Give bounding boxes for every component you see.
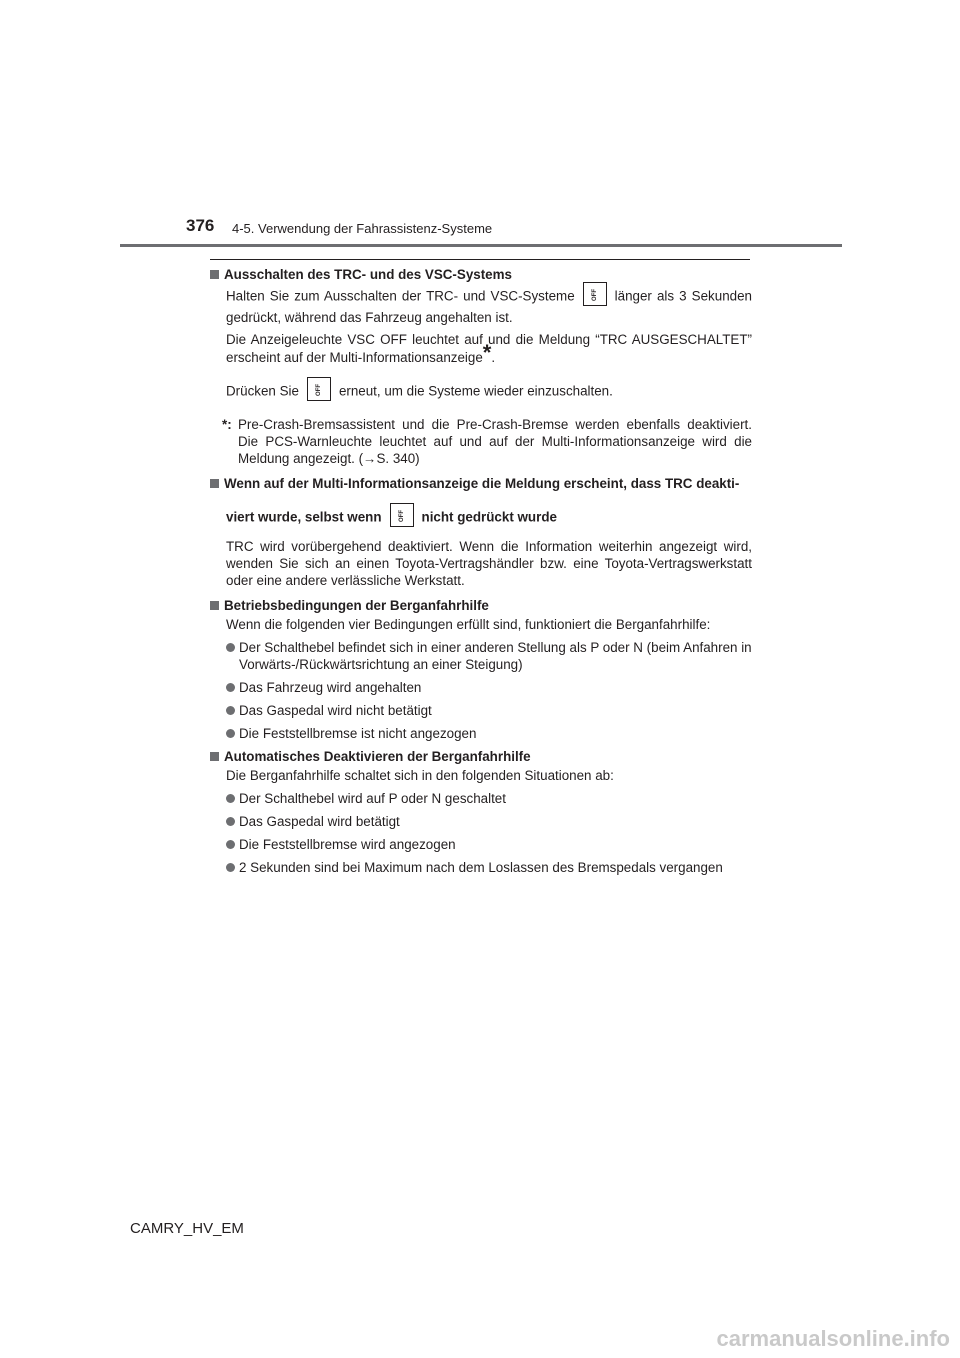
square-bullet-icon (210, 270, 219, 279)
section-heading-trc-vsc-off: Ausschalten des TRC- und des VSC-Systems (210, 266, 752, 283)
section-heading-hill-start-conditions: Betriebsbedingungen der Berganfahrhilfe (210, 597, 752, 614)
content-rule (210, 259, 750, 260)
bullet-dot-icon (226, 683, 235, 692)
header-rule (120, 244, 842, 247)
section-heading-hill-start-deactivation: Automatisches Deaktivieren der Berganfahrhilfe (210, 748, 752, 765)
paragraph: Die Anzeigeleuchte VSC OFF leuchtet auf und die Meldung “TRC AUSGESCHALTET” erscheint auf der Multi-Informationsanzeige*. (226, 332, 752, 365)
bullet-dot-icon (226, 729, 235, 738)
list-item: Der Schalthebel wird auf P oder N geschaltet (226, 790, 752, 807)
bullet-dot-icon (226, 706, 235, 715)
footnote-mark: *: (222, 417, 232, 432)
bullet-dot-icon (226, 817, 235, 826)
footer-doc-code: CAMRY_HV_EM (130, 1220, 244, 1237)
asterisk-icon: * (482, 340, 492, 365)
watermark: carmanualsonline.info (716, 1326, 950, 1351)
bullet-dot-icon (226, 863, 235, 872)
section-header: 4-5. Verwendung der Fahrassistenz-Systeme (232, 221, 493, 236)
paragraph: Die Berganfahrhilfe schaltet sich in den folgenden Situationen ab: (226, 768, 614, 783)
bullet-dot-icon (226, 840, 235, 849)
list-item: Die Feststellbremse ist nicht angezogen (226, 725, 752, 742)
page-number: 376 (186, 216, 215, 235)
square-bullet-icon (210, 752, 219, 761)
page-content (210, 266, 752, 876)
list-item: Die Feststellbremse wird angezogen (226, 836, 752, 853)
list-item: Das Gaspedal wird betätigt (226, 813, 752, 830)
bullet-dot-icon (226, 643, 235, 652)
list-item: Der Schalthebel befindet sich in einer anderen Stellung als P oder N (beim Anfahren in Vorwärts-/Rückwärtsrichtung an einer Steigung) (226, 639, 752, 673)
paragraph: Wenn die folgenden vier Bedingungen erfüllt sind, funktioniert die Berganfahrhilfe: (226, 617, 711, 632)
vsc-off-switch-icon: OFF (583, 282, 607, 306)
list-item: Das Fahrzeug wird angehalten (226, 679, 752, 696)
paragraph: Halten Sie zum Ausschalten der TRC- und VSC-Systeme OFF länger als 3 Sekunden gedrückt, während das Fahrzeug angehalten ist. (226, 285, 752, 326)
vsc-off-switch-icon: OFF (390, 503, 414, 527)
square-bullet-icon (210, 601, 219, 610)
section-heading-trc-deactivated: Wenn auf der Multi-Informationsanzeige die Meldung erscheint, dass TRC deakti- (210, 475, 752, 492)
list-item: Das Gaspedal wird nicht betätigt (226, 702, 752, 719)
list-item: 2 Sekunden sind bei Maximum nach dem Loslassen des Bremspedals vergangen (226, 859, 752, 876)
paragraph: TRC wird vorübergehend deaktiviert. Wenn die Information weiterhin angezeigt wird, wenden Sie sich an einen Toyota-Vertragshändler bzw. eine Toyota-Vertragswerkstatt oder eine andere verlässliche Werkstatt. (226, 539, 752, 588)
footnote: *: Pre-Crash-Bremsassistent und die Pre-Crash-Bremse werden ebenfalls deaktiviert. Die PCS-Warnleuchte leuchtet auf und auf der Multi-Informationsanzeige wird die Meldung angezeigt. (→S. 340) (222, 417, 752, 466)
vsc-off-switch-icon: OFF (307, 377, 331, 401)
square-bullet-icon (210, 479, 219, 488)
section-heading-trc-deactivated-cont: viert wurde, selbst wenn OFF nicht gedrückt wurde (226, 506, 752, 530)
bullet-dot-icon (226, 794, 235, 803)
paragraph: Drücken Sie OFF erneut, um die Systeme wieder einzuschalten. (226, 380, 752, 404)
